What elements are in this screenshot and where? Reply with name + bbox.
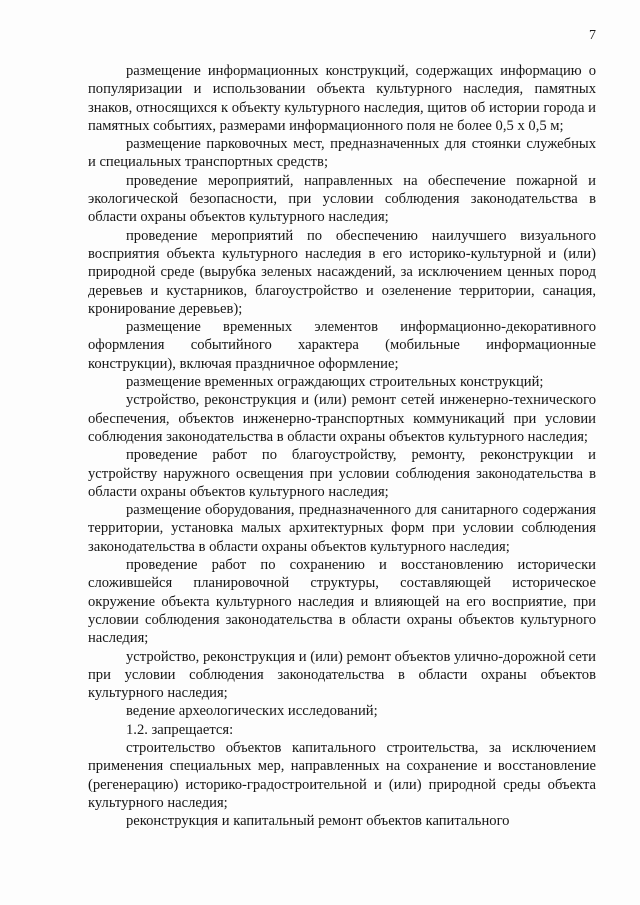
- paragraph-archaeology: ведение археологических исследований;: [126, 703, 378, 720]
- paragraph-sanitary-equipment: размещение оборудования, предназначенного для санитарного содержания территории, установка малых архитектурных форм при условии соблюдения законодательства в области охраны объектов культурного наследия;: [88, 502, 596, 555]
- paragraph-parking: размещение парковочных мест, предназначенных для стоянки служебных и специальных транспортных средств;: [88, 136, 596, 171]
- paragraph-engineering-networks: устройство, реконструкция и (или) ремонт сетей инженерно-технического обеспечения, объектов инженерно-транспортных коммуникаций при условии соблюдения законодательства в области охраны объектов культурного наследия;: [88, 392, 596, 445]
- paragraph-landscaping-lighting: проведение работ по благоустройству, ремонту, реконструкции и устройству наружного освещения при условии соблюдения законодательства в области охраны объектов культурного наследия;: [88, 447, 596, 500]
- paragraph-road-network: устройство, реконструкция и (или) ремонт объектов улично-дорожной сети при условии соблюдения законодательства в области охраны объектов культурного наследия;: [88, 648, 596, 702]
- paragraph-capital-construction: строительство объектов капитального строительства, за исключением применения специальных мер, направленных на сохранение и восстановление (регенерацию) историко-градостроительной и (или) природной среды объекта культурного наследия;: [88, 739, 596, 811]
- paragraph-fire-safety: проведение мероприятий, направленных на обеспечение пожарной и экологической безопасности, при условии соблюдения законодательства в области охраны объектов культурного наследия;: [88, 172, 596, 226]
- paragraph-reconstruction: реконструкция и капитальный ремонт объектов капитального: [126, 813, 510, 830]
- page-number: 7: [589, 28, 596, 43]
- paragraph-visual-perception: проведение мероприятий по обеспечению наилучшего визуального восприятия объекта культурного наследия в его историко-культурной и (или) природной среде (вырубка зеленых насаждений, за исключением ценных пород деревьев и кустарников, благоустройство и озеленение территории, санация, кронирование деревьев);: [88, 227, 596, 317]
- document-body: [88, 62, 596, 830]
- paragraph-temporary-decor: размещение временных элементов информационно-декоративного оформления событийного характера (мобильные информационные конструкции), включая праздничное оформление;: [88, 319, 596, 372]
- paragraph-info-structures: размещение информационных конструкций, содержащих информацию о популяризации и использовании объекта культурного наследия, памятных знаков, относящихся к объекту культурного наследия, щитов об истории города и памятных событиях, размерами информационного поля не более 0,5 х 0,5 м;: [88, 63, 596, 134]
- paragraph-temporary-fencing: размещение временных ограждающих строительных конструкций;: [126, 374, 544, 391]
- paragraph-historic-structure: проведение работ по сохранению и восстановлению исторически сложившейся планировочной структуры, составляющей историческое окружение объекта культурного наследия и влияющей на его восприятие, при условии соблюдения законодательства в области охраны объектов культурного наследия;: [88, 557, 596, 647]
- paragraph-section-1-2: 1.2. запрещается:: [126, 721, 234, 738]
